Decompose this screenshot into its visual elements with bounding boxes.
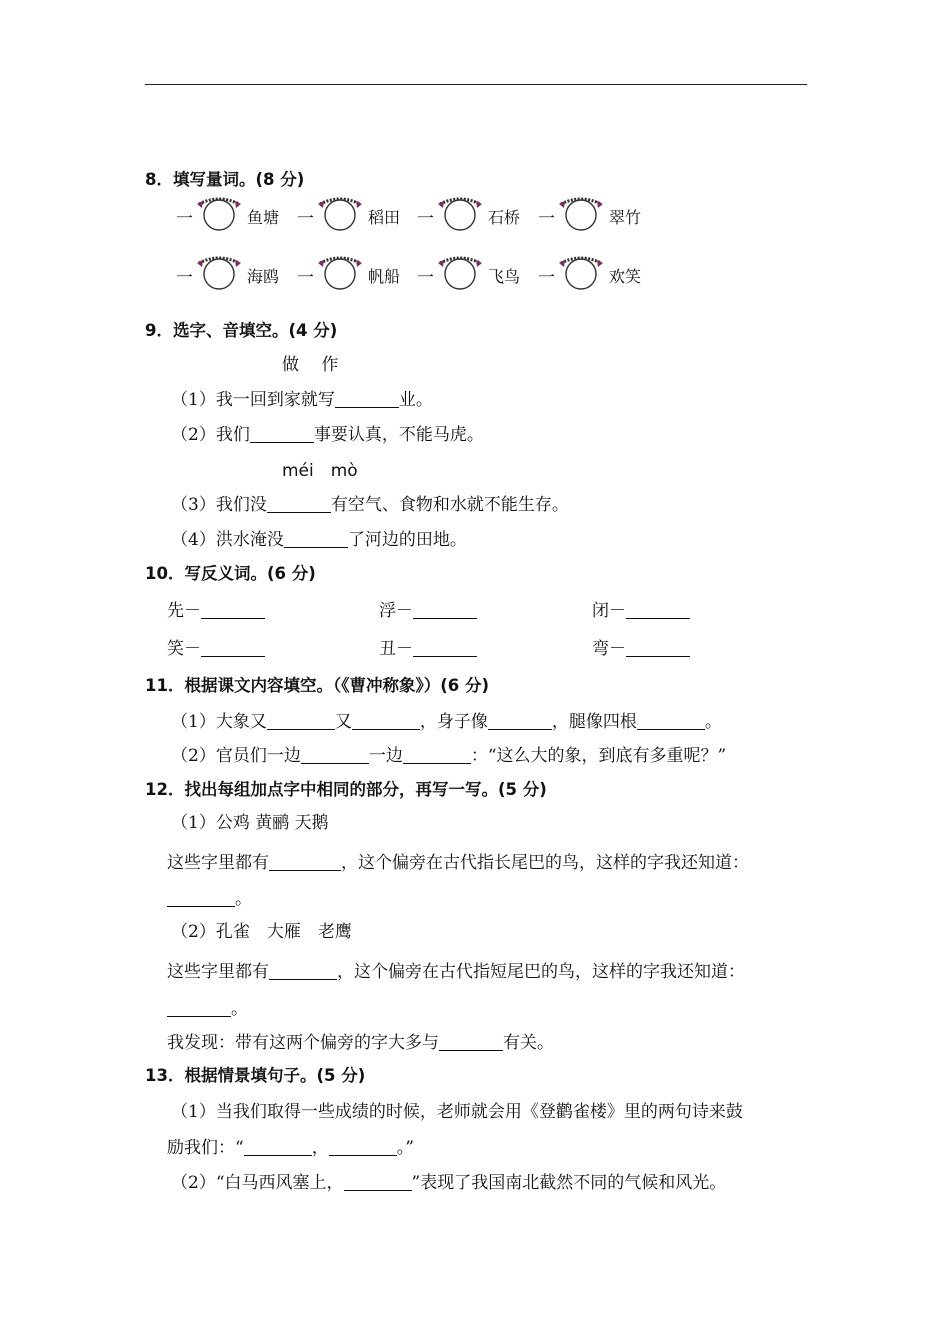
- q9-s3-text-b: 有空气、食物和水就不能生存。: [330, 495, 569, 515]
- measure-word-blank[interactable]: [557, 255, 605, 296]
- answer-blank[interactable]: [250, 425, 314, 443]
- q12-line-1-cont: [167, 884, 252, 909]
- numeral-one: 一: [538, 268, 555, 288]
- q12-l3-text: 有关。: [503, 1033, 554, 1053]
- q12-l2-text: 。: [231, 999, 248, 1019]
- q13-heading: 13．根据情景填句子。(5 分): [145, 1066, 366, 1085]
- numeral-one: 一: [417, 268, 434, 288]
- q9-sentence-1: [171, 385, 433, 410]
- antonym-item: [167, 634, 265, 659]
- measure-word-noun: 石桥: [488, 208, 521, 227]
- antonym-item: [592, 596, 690, 621]
- blank-circle-icon: [557, 196, 605, 232]
- q11-l1-text: ，身子像: [419, 712, 488, 732]
- q9-sentence-3: [171, 490, 569, 515]
- q11-l2-text: （2）官员们一边: [171, 746, 301, 766]
- measure-word-blank[interactable]: [316, 196, 364, 237]
- measure-word-noun: 飞鸟: [488, 267, 521, 286]
- q13-line-1: （1）当我们取得一些成绩的时候，老师就会用《登鹳雀楼》里的两句诗来鼓: [171, 1102, 743, 1122]
- measure-word-blank[interactable]: [316, 255, 364, 296]
- numeral-one: 一: [176, 209, 193, 229]
- q11-line-2: [171, 741, 726, 766]
- measure-word-item: [176, 255, 279, 296]
- q9-s4-text-a: （4）洪水淹没: [171, 530, 284, 550]
- q11-l1-text: 。: [704, 712, 722, 732]
- answer-blank[interactable]: [488, 712, 552, 730]
- q11-l1-text: 又: [334, 712, 352, 732]
- q11-l1-text: ，腿像四根: [551, 712, 637, 732]
- q12-l1-text: ，这个偏旁在古代指长尾巴的鸟，这样的字我还知道：: [341, 853, 749, 873]
- answer-blank[interactable]: [335, 390, 399, 408]
- q8-heading: 8．填写量词。(8 分): [145, 170, 305, 189]
- antonym-word: 浮－: [379, 601, 413, 621]
- q11-line-1: [171, 707, 722, 732]
- answer-blank[interactable]: [244, 1138, 312, 1156]
- measure-word-item: [538, 196, 641, 237]
- answer-blank[interactable]: [284, 530, 348, 548]
- q12-heading: 12．找出每组加点字中相同的部分，再写一写。(5 分): [145, 780, 547, 799]
- measure-word-item: [297, 196, 400, 237]
- q9-sentence-2: [171, 420, 484, 445]
- blank-circle-icon: [316, 255, 364, 291]
- antonym-word: 先－: [167, 601, 201, 621]
- q12-l3-text: 我发现：带有这两个偏旁的字大多与: [167, 1033, 439, 1053]
- measure-word-item: [538, 255, 641, 296]
- measure-word-blank[interactable]: [436, 196, 484, 237]
- q9-s4-text-b: 了河边的田地。: [347, 530, 467, 550]
- numeral-one: 一: [176, 268, 193, 288]
- answer-blank[interactable]: [201, 601, 265, 619]
- measure-word-blank[interactable]: [557, 196, 605, 237]
- measure-word-blank[interactable]: [195, 196, 243, 237]
- q9-s3-text-a: （3）我们没: [171, 495, 267, 515]
- answer-blank[interactable]: [329, 1138, 397, 1156]
- q11-l1-text: （1）大象又: [171, 712, 267, 732]
- q12-line-1: [167, 848, 749, 873]
- q11-l2-text: 一边: [368, 746, 403, 766]
- q9-sentence-4: [171, 525, 467, 550]
- answer-blank[interactable]: [301, 746, 369, 764]
- answer-blank[interactable]: [626, 639, 690, 657]
- numeral-one: 一: [297, 268, 314, 288]
- measure-word-blank[interactable]: [195, 255, 243, 296]
- q12-l2-text: 这些字里都有: [167, 962, 269, 982]
- q13-l2-text: ，: [311, 1138, 329, 1158]
- q13-l2-text: 励我们：“: [167, 1138, 244, 1158]
- q12-l1-text: 。: [235, 889, 252, 909]
- antonym-word: 弯－: [592, 639, 626, 659]
- measure-word-item: [417, 255, 520, 296]
- answer-blank[interactable]: [344, 1173, 412, 1191]
- antonym-word: 闭－: [592, 601, 626, 621]
- answer-blank[interactable]: [637, 712, 705, 730]
- numeral-one: 一: [538, 209, 555, 229]
- q13-line-2: [167, 1133, 414, 1158]
- measure-word-noun: 鱼塘: [247, 208, 280, 227]
- measure-word-noun: 翠竹: [609, 208, 642, 227]
- q9-s2-text-a: （2）我们: [171, 425, 250, 445]
- antonym-item: [379, 596, 477, 621]
- q12-l1-text: 这些字里都有: [167, 853, 269, 873]
- answer-blank[interactable]: [413, 601, 477, 619]
- q9-s2-text-b: 事要认真，不能马虎。: [313, 425, 484, 445]
- answer-blank[interactable]: [269, 853, 341, 871]
- q12-line-2-cont: [167, 994, 248, 1019]
- measure-word-item: [417, 196, 520, 237]
- blank-circle-icon: [195, 255, 243, 291]
- blank-circle-icon: [316, 196, 364, 232]
- blank-circle-icon: [557, 255, 605, 291]
- answer-blank[interactable]: [267, 712, 335, 730]
- measure-word-item: [297, 255, 400, 296]
- q9-choice-chars: 做 作: [282, 355, 339, 375]
- blank-circle-icon: [195, 196, 243, 232]
- measure-word-noun: 稻田: [368, 208, 401, 227]
- blank-circle-icon: [436, 255, 484, 291]
- antonym-item: [379, 634, 477, 659]
- q9-choice-pinyin: méi mò: [282, 461, 358, 481]
- q9-s1-text-a: （1）我一回到家就写: [171, 390, 335, 410]
- antonym-item: [167, 596, 265, 621]
- blank-circle-icon: [436, 196, 484, 232]
- q9-heading: 9．选字、音填空。(4 分): [145, 321, 338, 340]
- q12-line-3: [167, 1028, 554, 1053]
- q12-group-2: （2）孔雀 大雁 老鹰: [171, 922, 352, 942]
- measure-word-blank[interactable]: [436, 255, 484, 296]
- answer-blank[interactable]: [403, 746, 471, 764]
- header-rule: [145, 84, 807, 85]
- measure-word-noun: 帆船: [368, 267, 401, 286]
- measure-word-item: [176, 196, 279, 237]
- antonym-word: 丑－: [379, 639, 413, 659]
- answer-blank[interactable]: [413, 639, 477, 657]
- answer-blank[interactable]: [626, 601, 690, 619]
- numeral-one: 一: [297, 209, 314, 229]
- q9-s1-text-b: 业。: [398, 390, 433, 410]
- q13-l3-text: （2）“白马西风塞上，: [171, 1173, 344, 1193]
- q13-l3-text: ”表现了我国南北截然不同的气候和风光。: [411, 1173, 727, 1193]
- q10-heading: 10．写反义词。(6 分): [145, 564, 316, 583]
- q11-heading: 11．根据课文内容填空。（《曹冲称象》）(6 分): [145, 676, 490, 695]
- answer-blank[interactable]: [269, 962, 337, 980]
- q13-l2-text: 。”: [396, 1138, 414, 1158]
- q12-line-2: [167, 957, 745, 982]
- q11-l2-text: ：“这么大的象，到底有多重呢？”: [470, 746, 727, 766]
- measure-word-noun: 海鸥: [247, 267, 280, 286]
- answer-blank[interactable]: [352, 712, 420, 730]
- answer-blank[interactable]: [439, 1033, 503, 1051]
- answer-blank[interactable]: [201, 639, 265, 657]
- numeral-one: 一: [417, 209, 434, 229]
- q13-line-3: [171, 1168, 726, 1193]
- measure-word-noun: 欢笑: [609, 267, 642, 286]
- antonym-word: 笑－: [167, 639, 201, 659]
- answer-blank[interactable]: [267, 495, 331, 513]
- answer-blank[interactable]: [167, 999, 231, 1017]
- antonym-item: [592, 634, 690, 659]
- q12-l2-text: ，这个偏旁在古代指短尾巴的鸟，这样的字我还知道：: [337, 962, 745, 982]
- answer-blank[interactable]: [167, 889, 235, 907]
- q12-group-1: （1）公鸡 黄鹂 天鹅: [171, 813, 329, 833]
